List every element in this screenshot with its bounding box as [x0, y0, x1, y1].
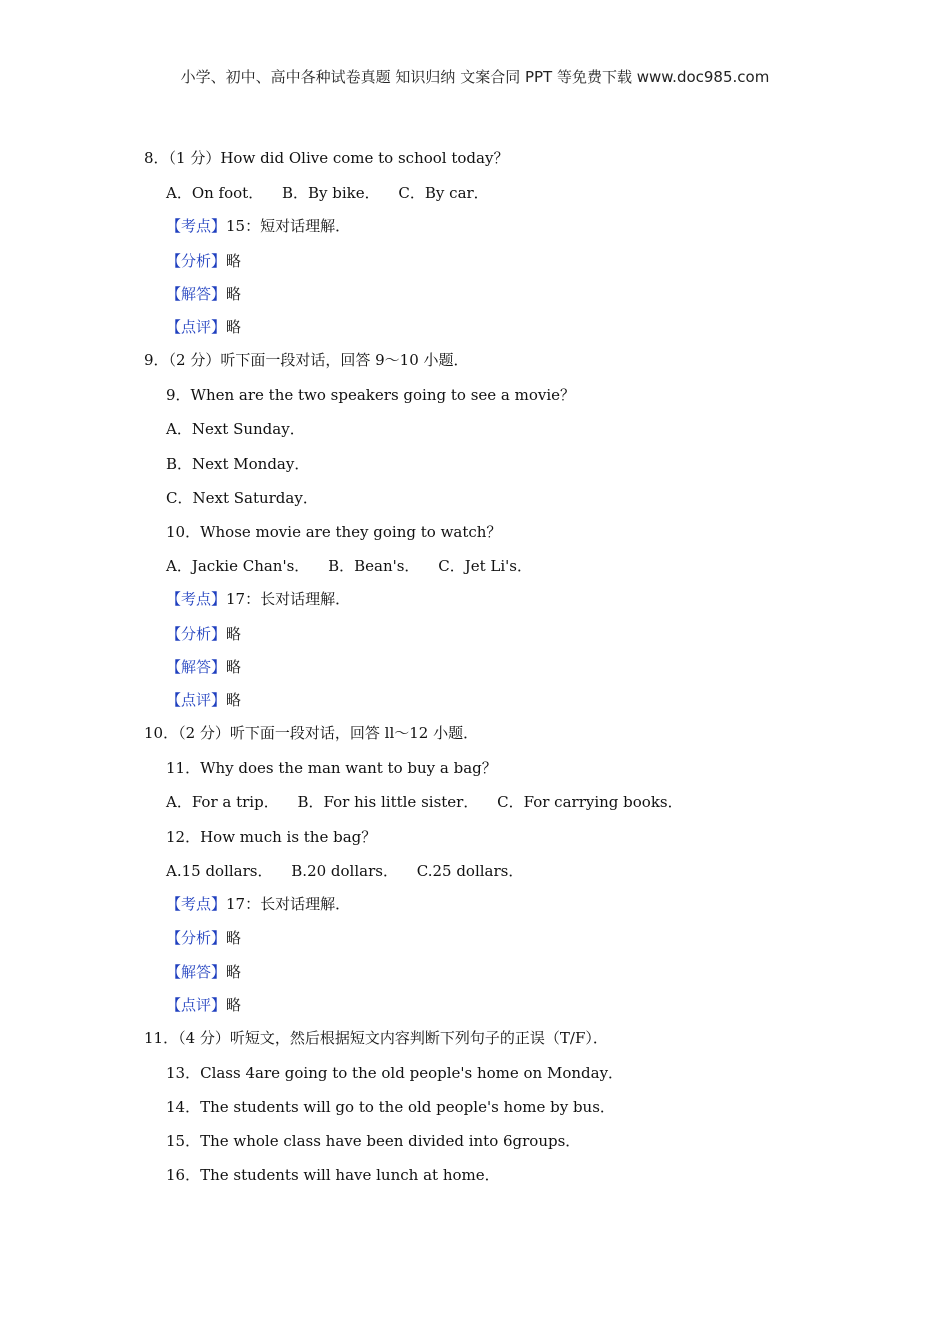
q10-sub1-option-b: B．For his little sister． [297, 793, 479, 811]
fenxi-tag: 【分析】 [166, 929, 227, 947]
q9-sub1-option-a: A．Next Sunday． [166, 420, 305, 438]
q8-options [166, 183, 503, 203]
q10-jieda [166, 962, 241, 982]
dianping-tag: 【点评】 [166, 996, 227, 1014]
kaodian-tag: 【考点】 [166, 895, 227, 913]
q11-item-15: 15．The whole class have been divided into 6groups． [166, 1132, 581, 1150]
q11-item-14: 14．The students will go to the old people's home by bus． [166, 1098, 615, 1116]
q9-sub1: 9．When are the two speakers going to see a movie？ [166, 386, 576, 404]
q9-dianping-text: 略 [226, 691, 242, 709]
q9-sub2-option-c: C．Jet Li's． [438, 557, 532, 575]
jieda-tag: 【解答】 [166, 658, 227, 676]
q9-sub2-option-a: A．Jackie Chan's． [166, 557, 310, 575]
q8-stem: 8．（1 分）How did Olive come to school today？ [144, 149, 509, 167]
q11-item-13: 13．Class 4are going to the old people's home on Monday． [166, 1064, 624, 1082]
q10-sub2-option-b: B.20 dollars． [291, 862, 398, 880]
q11-stem: 11．（4 分）听短文，然后根据短文内容判断下列句子的正误（T/F）． [144, 1029, 608, 1047]
q10-jieda-text: 略 [226, 963, 242, 981]
q9-sub2-option-b: B．Bean's． [328, 557, 420, 575]
q9-sub1-option-c: C．Next Saturday． [166, 489, 318, 507]
q10-stem: 10．（2 分）听下面一段对话，回答 ll～12 小题． [144, 724, 479, 742]
q9-sub1-option-b: B．Next Monday． [166, 455, 310, 473]
q8-fenxi-text: 略 [226, 252, 242, 270]
q9-jieda-text: 略 [226, 658, 242, 676]
q10-kaodian-text: 17：长对话理解． [226, 895, 351, 913]
q8-jieda-text: 略 [226, 285, 242, 303]
q9-kaodian [166, 589, 350, 609]
q9-stem: 9．（2 分）听下面一段对话，回答 9～10 小题． [144, 351, 469, 369]
q8-kaodian-text: 15：短对话理解． [226, 217, 351, 235]
dianping-tag: 【点评】 [166, 691, 227, 709]
q8-option-c: C．By car． [398, 184, 489, 202]
q10-fenxi [166, 928, 241, 948]
q10-fenxi-text: 略 [226, 929, 242, 947]
q10-sub2-option-a: A.15 dollars． [166, 862, 273, 880]
q10-sub1-option-a: A．For a trip． [166, 793, 279, 811]
kaodian-tag: 【考点】 [166, 590, 227, 608]
q10-sub1-options [166, 792, 697, 812]
q10-dianping [166, 995, 241, 1015]
q10-sub2: 12．How much is the bag？ [166, 828, 377, 846]
kaodian-tag: 【考点】 [166, 217, 227, 235]
jieda-tag: 【解答】 [166, 285, 227, 303]
fenxi-tag: 【分析】 [166, 252, 227, 270]
q11-item-16: 16．The students will have lunch at home． [166, 1166, 500, 1184]
q10-kaodian [166, 894, 350, 914]
q9-sub2: 10．Whose movie are they going to watch？ [166, 523, 502, 541]
q9-jieda [166, 657, 241, 677]
q9-kaodian-text: 17：长对话理解． [226, 590, 351, 608]
q8-jieda [166, 284, 241, 304]
q8-fenxi [166, 251, 241, 271]
q9-dianping [166, 690, 241, 710]
q8-kaodian [166, 216, 350, 236]
q10-sub2-options [166, 861, 537, 881]
q10-dianping-text: 略 [226, 996, 242, 1014]
q9-fenxi-text: 略 [226, 625, 242, 643]
q9-fenxi [166, 624, 241, 644]
fenxi-tag: 【分析】 [166, 625, 227, 643]
q10-sub1: 11．Why does the man want to buy a bag？ [166, 759, 497, 777]
dianping-tag: 【点评】 [166, 318, 227, 336]
q8-dianping [166, 317, 241, 337]
q8-option-b: B．By bike． [281, 184, 380, 202]
jieda-tag: 【解答】 [166, 963, 227, 981]
q10-sub2-option-c: C.25 dollars． [416, 862, 524, 880]
q8-option-a: A．On foot． [166, 184, 264, 202]
q10-sub1-option-c: C．For carrying books． [497, 793, 683, 811]
q9-sub2-options [166, 556, 546, 576]
q8-dianping-text: 略 [226, 318, 242, 336]
page-header: 小学、初中、高中各种试卷真题 知识归纳 文案合同 PPT 等免费下载 www.doc985.com [180, 68, 770, 86]
